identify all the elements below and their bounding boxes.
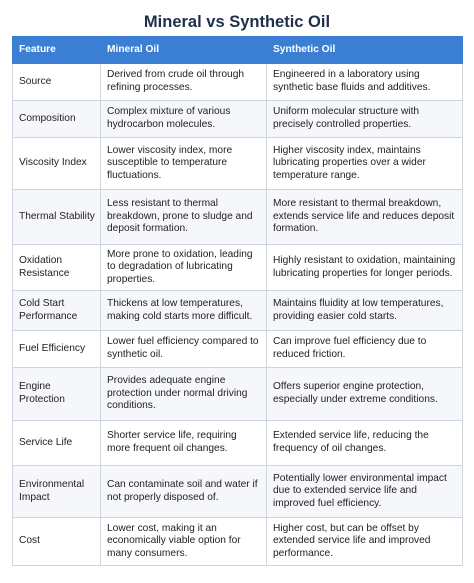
header-synthetic-oil: Synthetic Oil — [267, 37, 463, 64]
table-row — [13, 245, 463, 291]
feature-cell: Source — [13, 64, 101, 101]
mineral-cell: Lower fuel efficiency compared to synthetic oil. — [101, 331, 267, 368]
synthetic-cell: Extended service life, reducing the frequency of oil changes. — [267, 421, 463, 466]
feature-cell: Oxidation Resistance — [13, 245, 101, 291]
mineral-cell: Thickens at low temperatures, making cold starts more difficult. — [101, 291, 267, 331]
header-mineral-oil: Mineral Oil — [101, 37, 267, 64]
table-row — [13, 466, 463, 518]
synthetic-cell: More resistant to thermal breakdown, extends service life and reduces deposit formation. — [267, 190, 463, 245]
header-feature: Feature — [13, 37, 101, 64]
table-header — [13, 37, 463, 64]
table-row — [13, 291, 463, 331]
feature-cell: Engine Protection — [13, 368, 101, 421]
mineral-cell: Derived from crude oil through refining processes. — [101, 64, 267, 101]
table-row — [13, 64, 463, 101]
synthetic-cell: Potentially lower environmental impact due to extended service life and improved fuel efficiency. — [267, 466, 463, 518]
feature-cell: Thermal Stability — [13, 190, 101, 245]
synthetic-cell: Higher viscosity index, maintains lubricating properties over a wider temperature range. — [267, 138, 463, 190]
synthetic-cell: Maintains fluidity at low temperatures, providing easier cold starts. — [267, 291, 463, 331]
mineral-cell: Lower cost, making it an economically viable option for many consumers. — [101, 518, 267, 566]
table-row — [13, 518, 463, 566]
feature-cell: Cold Start Performance — [13, 291, 101, 331]
synthetic-cell: Offers superior engine protection, especially under extreme conditions. — [267, 368, 463, 421]
feature-cell: Viscosity Index — [13, 138, 101, 190]
synthetic-cell: Higher cost, but can be offset by extended service life and improved performance. — [267, 518, 463, 566]
table-row — [13, 101, 463, 138]
comparison-table — [12, 36, 463, 566]
mineral-cell: Less resistant to thermal breakdown, prone to sludge and deposit formation. — [101, 190, 267, 245]
feature-cell: Cost — [13, 518, 101, 566]
feature-cell: Environmental Impact — [13, 466, 101, 518]
mineral-cell: Shorter service life, requiring more frequent oil changes. — [101, 421, 267, 466]
synthetic-cell: Highly resistant to oxidation, maintaining lubricating properties for longer periods. — [267, 245, 463, 291]
mineral-cell: Lower viscosity index, more susceptible to temperature fluctuations. — [101, 138, 267, 190]
table-row — [13, 190, 463, 245]
mineral-cell: Complex mixture of various hydrocarbon molecules. — [101, 101, 267, 138]
feature-cell: Service Life — [13, 421, 101, 466]
table-body — [13, 64, 463, 566]
mineral-cell: Provides adequate engine protection under normal driving conditions. — [101, 368, 267, 421]
table-row — [13, 421, 463, 466]
table-row — [13, 368, 463, 421]
mineral-cell: Can contaminate soil and water if not properly disposed of. — [101, 466, 267, 518]
synthetic-cell: Can improve fuel efficiency due to reduced friction. — [267, 331, 463, 368]
table-row — [13, 138, 463, 190]
feature-cell: Fuel Efficiency — [13, 331, 101, 368]
header-row — [13, 37, 463, 64]
synthetic-cell: Engineered in a laboratory using synthetic base fluids and additives. — [267, 64, 463, 101]
table-row — [13, 331, 463, 368]
synthetic-cell: Uniform molecular structure with precisely controlled properties. — [267, 101, 463, 138]
page-title: Mineral vs Synthetic Oil — [143, 13, 331, 31]
feature-cell: Composition — [13, 101, 101, 138]
mineral-cell: More prone to oxidation, leading to degradation of lubricating properties. — [101, 245, 267, 291]
